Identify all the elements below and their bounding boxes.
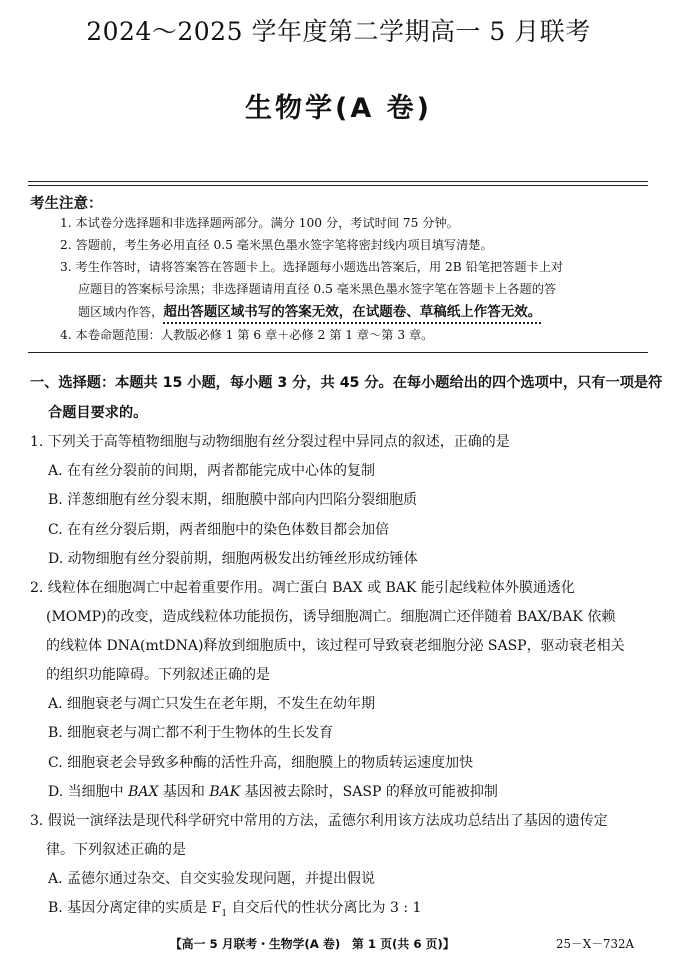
q2-option-d: [48, 781, 498, 801]
q2-option-d-post: 基因被去除时，SASP 的释放可能被抑制: [240, 784, 498, 800]
q3-option-b-pre: B. 基因分离定律的实质是 F: [48, 900, 222, 916]
section-1-line1: 一、选择题：本题共 15 小题，每小题 3 分，共 45 分。在每小题给出的四个选项中，只有一项是符: [30, 375, 663, 391]
section-1-line2: 合题目要求的。: [48, 405, 148, 421]
q3-line2: 律。下列叙述正确的是: [46, 842, 186, 858]
notice-item-4: 4. 本卷命题范围：人教版必修 1 第 6 章＋必修 2 第 1 章～第 3 章。: [60, 328, 434, 342]
gene-bak: BAK: [209, 784, 241, 800]
q2-option-b: B. 细胞衰老与凋亡都不利于生物体的生长发育: [48, 725, 334, 741]
q2-option-a: A. 细胞衰老与凋亡只发生在老年期，不发生在幼年期: [48, 696, 376, 712]
q3-option-b-sub: 1: [221, 908, 228, 919]
q2-line2: (MOMP)的改变，造成线粒体功能损伤，诱导细胞凋亡。细胞凋亡还伴随着 BAX/BAK 依赖: [46, 609, 616, 625]
q3-line1: 3. 假说一演绎法是现代科学研究中常用的方法，孟德尔利用该方法成功总结出了基因的遗传定: [30, 813, 608, 829]
q2-line3: 的线粒体 DNA(mtDNA)释放到细胞质中，该过程可导致衰老细胞分泌 SASP，驱动衰老相关: [46, 638, 625, 654]
divider-top-2: [28, 185, 648, 186]
exam-title: 2024～2025 学年度第二学期高一 5 月联考: [86, 17, 591, 46]
gene-bax: BAX: [128, 784, 159, 800]
q3-option-a: A. 孟德尔通过杂交、自交实验发现问题，并提出假说: [48, 871, 376, 887]
q2-option-c: C. 细胞衰老会导致多种酶的活性升高，细胞膜上的物质转运速度加快: [48, 755, 474, 771]
q1-stem: 1. 下列关于高等植物细胞与动物细胞有丝分裂过程中异同点的叙述，正确的是: [30, 434, 510, 450]
q2-option-d-mid: 基因和: [158, 784, 210, 800]
subject-title: 生物学(A 卷): [245, 93, 432, 124]
notice-item-3-plain: 题区域内作答，: [78, 305, 164, 319]
footer-code: 25－X－732A: [556, 937, 635, 951]
q2-line4: 的组织功能障碍。下列叙述正确的是: [46, 667, 270, 683]
notice-warning: 超出答题区域书写的答案无效，在试题卷、草稿纸上作答无效。: [163, 304, 541, 324]
notice-item-3-line2: 应题目的答案标号涂黑；非选择题请用直径 0.5 毫米黑色墨水签字笔在答题卡上各题的答: [78, 282, 557, 296]
notice-item-3-line3: [78, 300, 541, 320]
q1-option-c: C. 在有丝分裂后期，两者细胞中的染色体数目都会加倍: [48, 522, 390, 538]
q3-option-b: [48, 897, 421, 919]
q3-option-b-post: 自交后代的性状分离比为 3 : 1: [227, 900, 422, 916]
notice-item-3-line1: 3. 考生作答时，请将答案答在答题卡上。选择题每小题选出答案后，用 2B 铅笔把答题卡上对: [60, 260, 564, 274]
q1-option-b: B. 洋葱细胞有丝分裂末期，细胞膜中部向内凹陷分裂细胞质: [48, 492, 418, 508]
q1-option-a: A. 在有丝分裂前的间期，两者都能完成中心体的复制: [48, 463, 376, 479]
q2-option-d-pre: D. 当细胞中: [48, 784, 129, 800]
divider-top: [28, 181, 648, 182]
notice-item-2: 2. 答题前，考生务必用直径 0.5 毫米黑色墨水签字笔将密封线内项目填写清楚。: [60, 238, 493, 252]
notice-heading: 考生注意：: [30, 196, 103, 212]
footer-page-info: 【高一 5 月联考・生物学(A 卷) 第 1 页(共 6 页)】: [170, 937, 455, 951]
q1-option-d: D. 动物细胞有丝分裂前期，细胞两极发出纺锤丝形成纺锤体: [48, 551, 418, 567]
notice-item-1: 1. 本试卷分选择题和非选择题两部分。满分 100 分，考试时间 75 分钟。: [60, 216, 459, 230]
divider-bottom: [28, 352, 648, 353]
q2-line1: 2. 线粒体在细胞凋亡中起着重要作用。凋亡蛋白 BAX 或 BAK 能引起线粒体外膜通透化: [30, 580, 575, 596]
